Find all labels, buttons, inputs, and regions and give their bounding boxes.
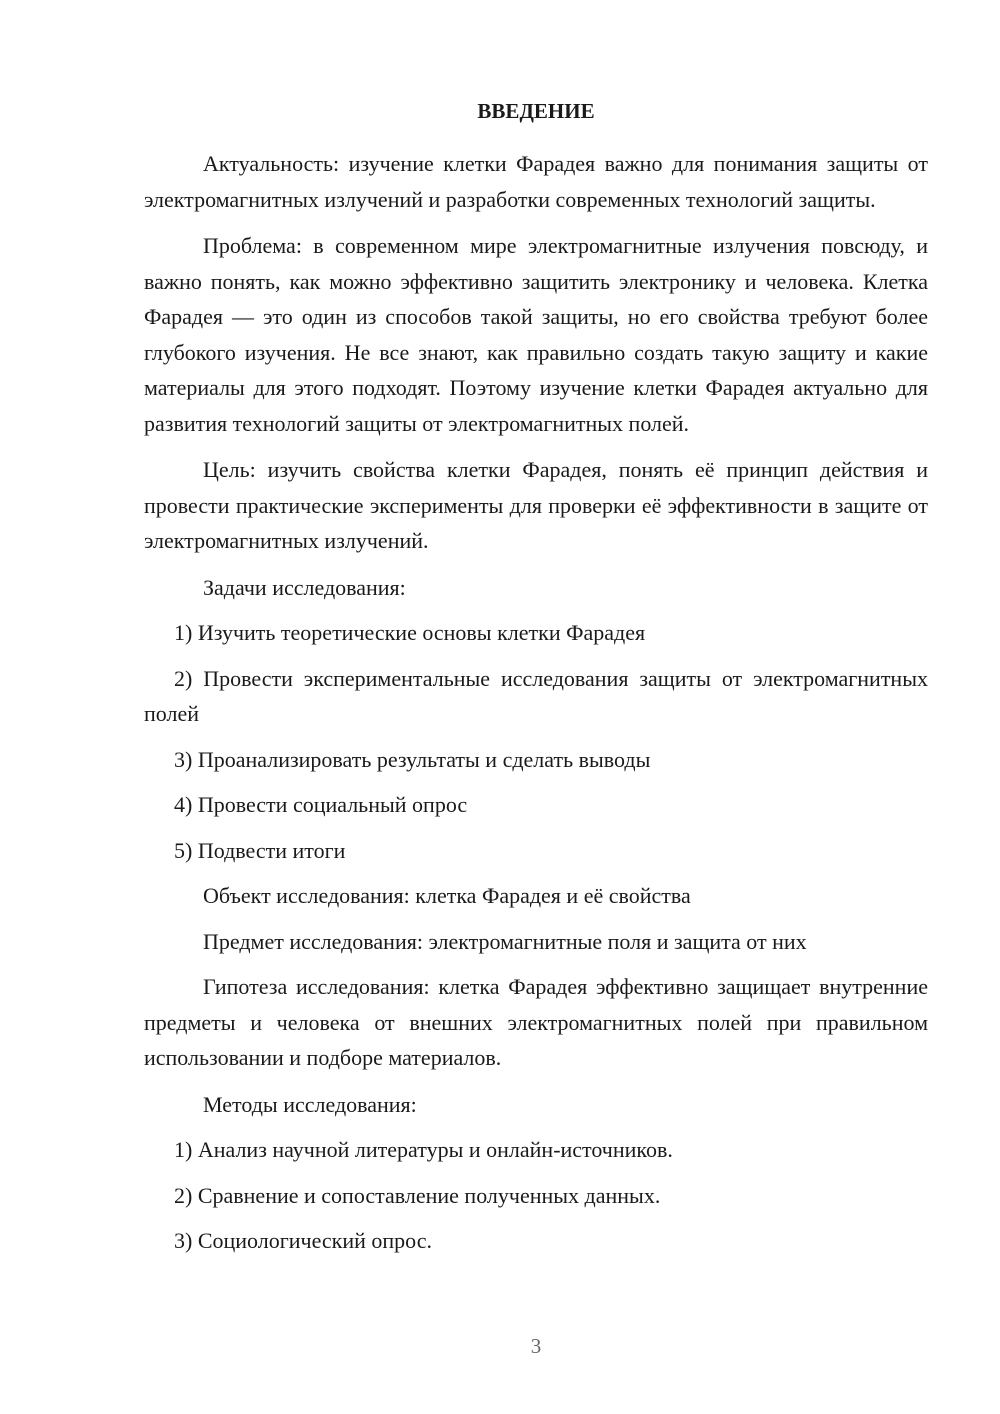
method-item-1: 1) Анализ научной литературы и онлайн-источников. — [174, 1137, 673, 1162]
task-item-2-text: 2) Провести экспериментальные исследования защиты от электромагнитных полей — [144, 665, 928, 726]
task-item-1: 1) Изучить теоретические основы клетки Фарадея — [174, 620, 646, 645]
problem-paragraph: Проблема: в современном мире электромагнитные излучения повсюду, и важно понять, как можно эффективно защитить электронику и человека. Клетка Фарадея — это один из способов такой защиты, но его свойства требуют более глубокого изучения. Не все знают, как правильно создать такую защиту и какие материалы для этого подходят. Поэтому изучение клетки Фарадея актуально для развития технологий защиты от электромагнитных полей. — [144, 233, 928, 436]
goal-paragraph: Цель: изучить свойства клетки Фарадея, понять её принцип действия и провести практические эксперименты для проверки её эффективности в защите от электромагнитных излучений. — [144, 457, 928, 553]
subject-line: Предмет исследования: электромагнитные поля и защита от них — [203, 928, 807, 954]
page-number: 3 — [530, 1334, 542, 1358]
hypothesis-paragraph: Гипотеза исследования: клетка Фарадея эффективно защищает внутренние предметы и человека от внешних электромагнитных полей при правильном использовании и подборе материалов. — [144, 974, 928, 1070]
object-line: Объект исследования: клетка Фарадея и её свойства — [203, 883, 691, 908]
task-item-4: 4) Провести социальный опрос — [174, 792, 468, 817]
method-item-2: 2) Сравнение и сопоставление полученных данных. — [174, 1182, 661, 1208]
task-item-5: 5) Подвести итоги — [174, 837, 346, 863]
task-item-2 — [144, 661, 928, 732]
methods-heading: Методы исследования: — [203, 1091, 417, 1117]
tasks-heading: Задачи исследования: — [203, 574, 406, 600]
page-title: ВВЕДЕНИЕ — [477, 99, 595, 123]
method-item-3: 3) Социологический опрос. — [174, 1228, 432, 1253]
document-page — [144, 96, 928, 1269]
task-item-3: 3) Проанализировать результаты и сделать выводы — [174, 746, 651, 772]
relevance-paragraph: Актуальность: изучение клетки Фарадея важно для понимания защиты от электромагнитных излучений и разработки современных технологий защиты. — [144, 151, 928, 212]
